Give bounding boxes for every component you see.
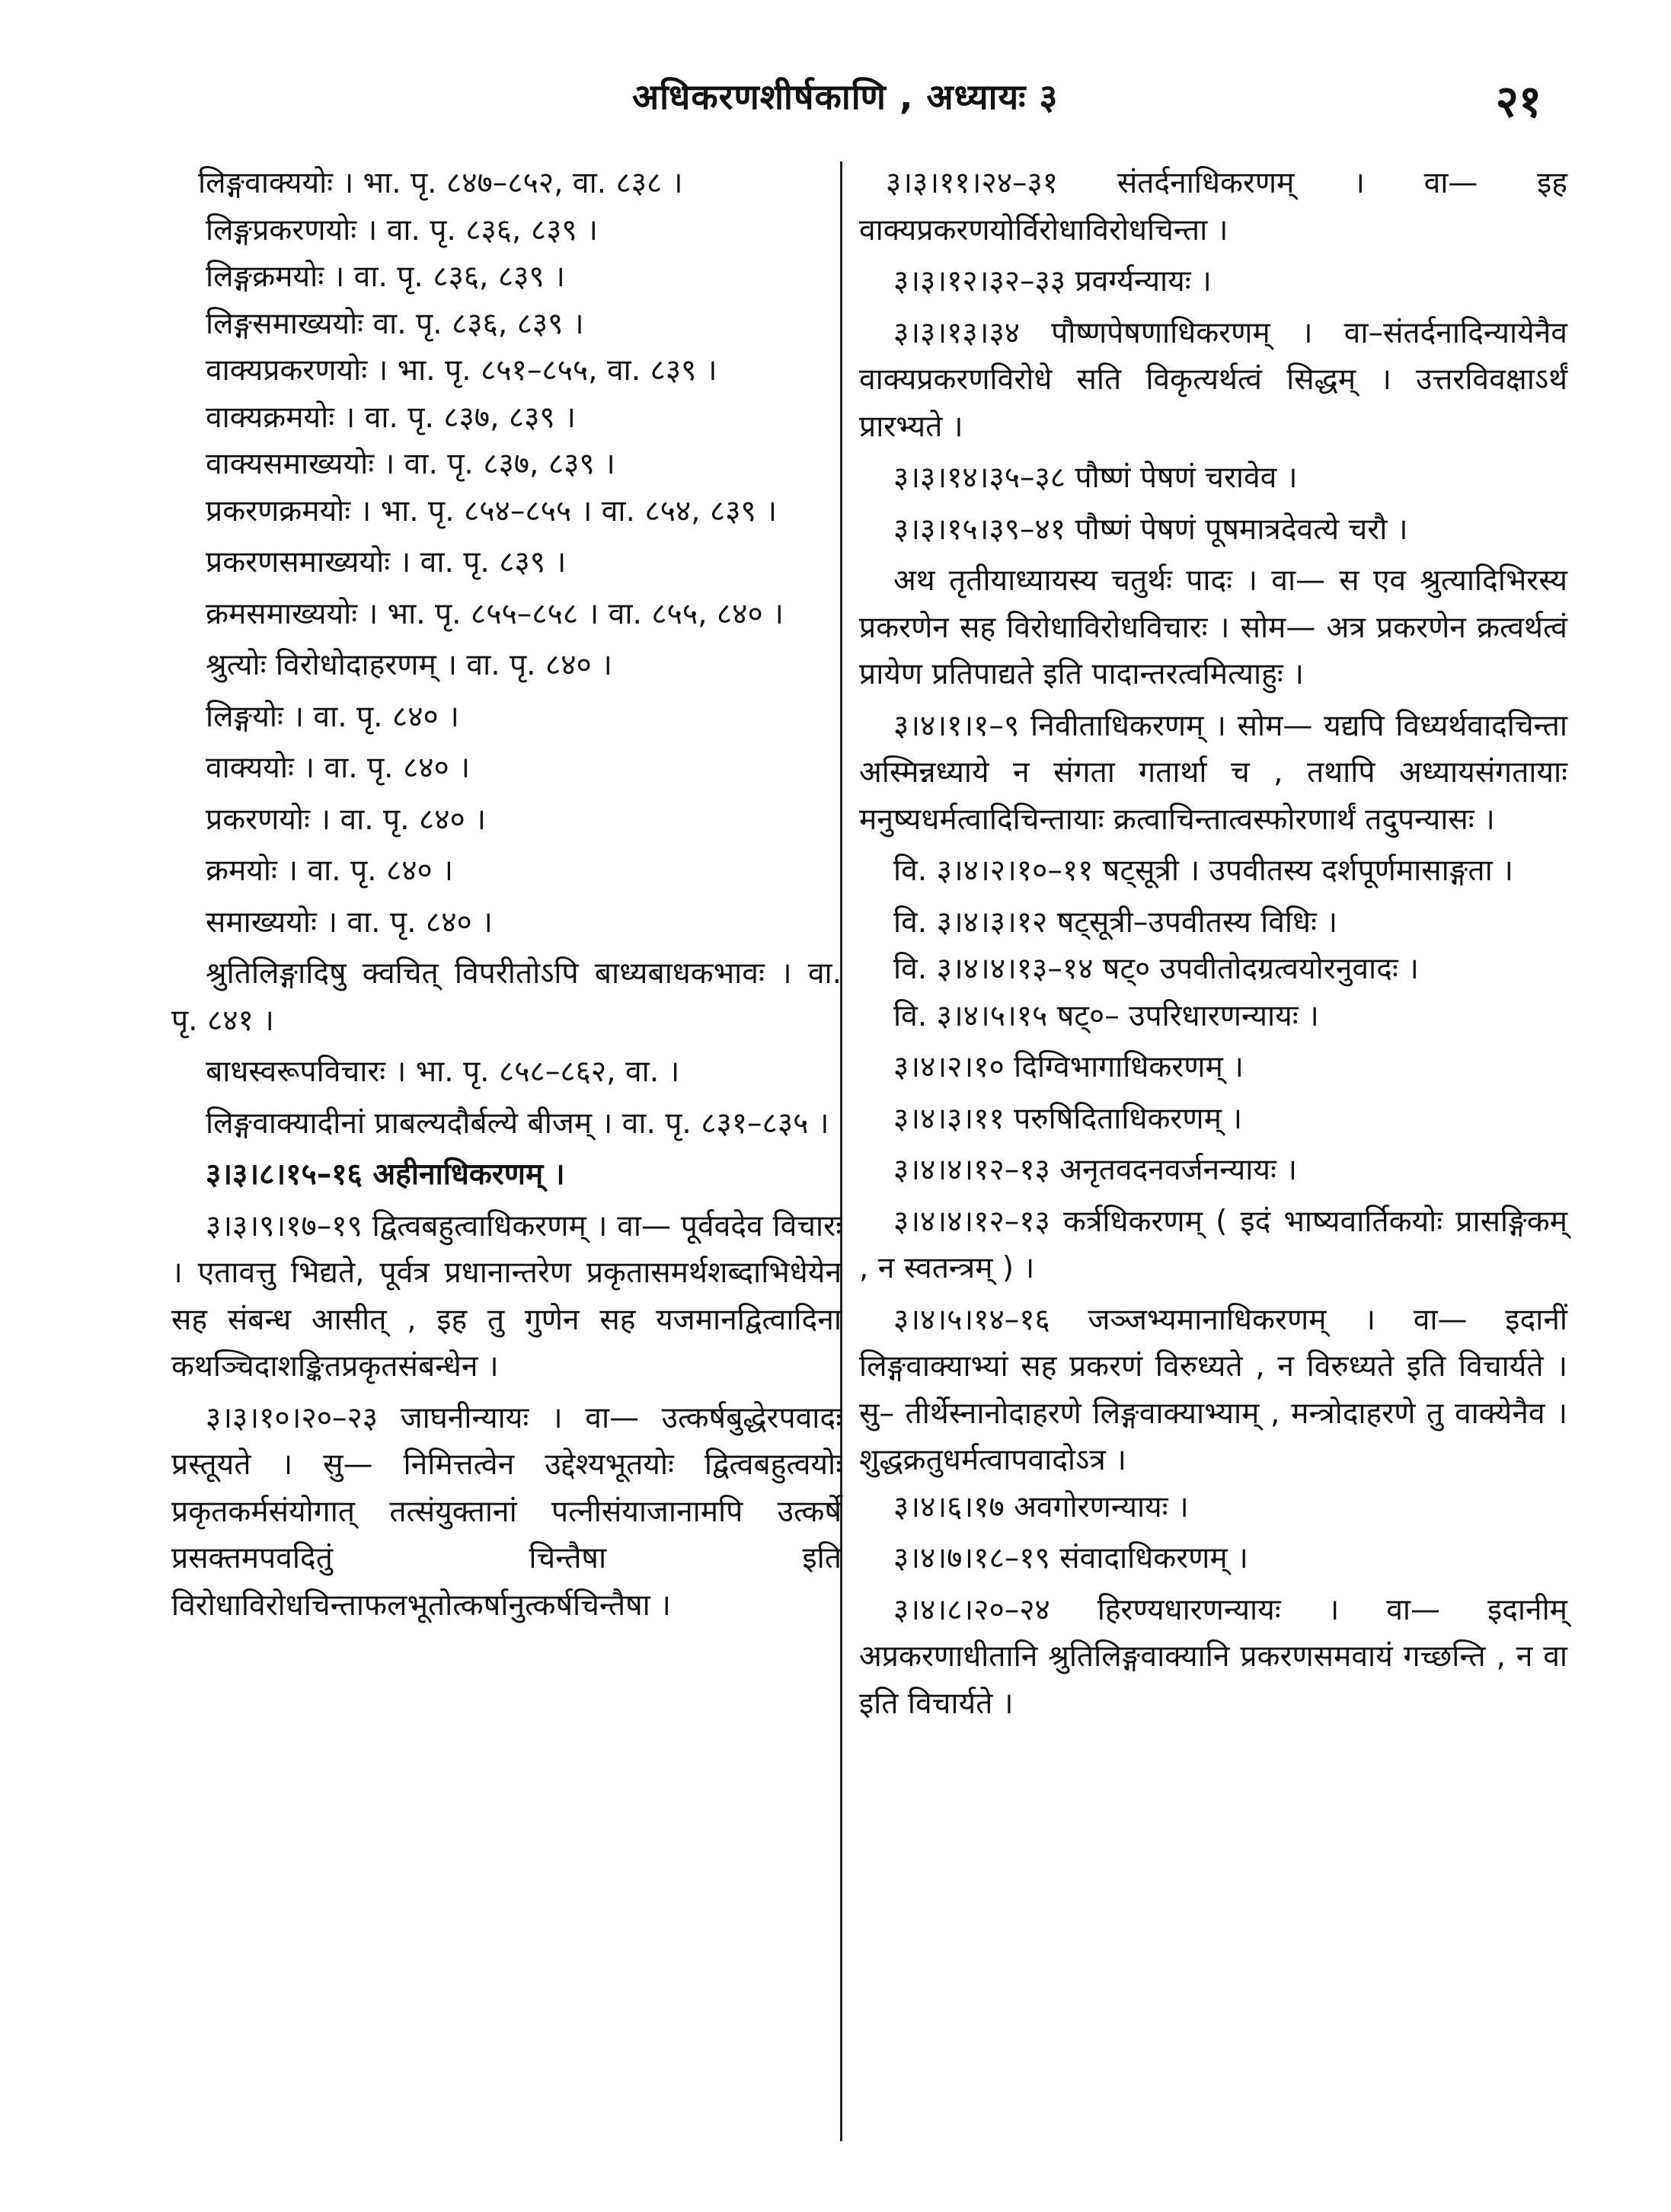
entry-jaghani-nyaya: ३।३।१०।२०–२३ जाघनीन्यायः । वा— उत्कर्षबुद्धेरपवादः प्रस्तूयते । सु— निमित्तत्वेन उद्देश्यभूतयोः द्वित्वबहुत्वयोः प्रकृतकर्मसंयोगात् तत्संयुक्तानां पत्नीसंयाजानामपि उत्कर्षे प्रसक्तमपवदितुं चिन्तैषा इति विरोधाविरोधचिन्ताफलभूतोत्कर्षानुत्कर्षचिन्तैषा । [171, 1400, 842, 1623]
entry-vakya-samakhya: वाक्यसमाख्ययोः । वा. पृ. ८३७, ८३९ । [206, 447, 615, 481]
entry-pravargya: ३।३।१२।३२–३३ प्रवर्ग्यन्यायः । [893, 264, 1212, 298]
entry-paushna-peshana: ३।३।१३।३४ पौष्णपेषणाधिकरणम् । वा–संतर्दनादिन्यायेनैव वाक्यप्रकरणविरोधे सति विकृत्यर्थत्वं सिद्धम् । उत्तरविवक्षाऽर्थं प्रारभ्यते । [859, 315, 1567, 444]
entry-linga-vakya: लिङ्गवाक्ययोः । भा. पृ. ८४७–८५२, वा. ८३८ । [198, 166, 683, 200]
right-column [859, 160, 1567, 2166]
entry-vakya-prakarana: वाक्यप्रकरणयोः । भा. पृ. ८५१–८५५, वा. ८३९ । [206, 353, 717, 388]
entry-shat-anuvada: वि. ३।४।४।१३–१४ षट्० उपवीतोदग्रत्वयोरनुवादः । [893, 952, 1419, 986]
entry-digvibhaga: ३।४।२।१० दिग्विभागाधिकरणम् । [893, 1050, 1244, 1084]
entry-parushidita: ३।४।३।११ परुषिदिताधिकरणम् । [893, 1101, 1243, 1136]
entry-linga-prakarana: लिङ्गप्रकरणयोः । वा. पृ. ८३६, ८३९ । [206, 212, 598, 247]
entry-ahina-adhikarana: ३।३।८।१५–१६ अहीनाधिकरणम् । [206, 1157, 565, 1192]
entry-paushnam-charaveva: ३।३।१४।३५–३८ पौष्णं पेषणं चरावेव । [893, 461, 1298, 495]
entry-viparita-badhya: श्रुतिलिङ्गादिषु क्वचित् विपरीतोऽपि बाध्यबाधकभावः । वा. पृ. ८४१ । [171, 956, 842, 1038]
entry-nivita: ३।४।१।१–९ निवीताधिकरणम् । सोम— यद्यपि विध्यर्थवादचिन्ता अस्मिन्नध्याये न संगता गतार्था च , तथापि अध्यायसंगतायाः मनुष्यधर्मत्वादिचिन्तायाः क्रत्वाचिन्तात्वस्फोरणार्थं तदुपन्यासः । [859, 708, 1567, 837]
entry-prakaranayoh: प्रकरणयोः । वा. पृ. ८४० । [206, 802, 487, 837]
left-column [171, 160, 842, 2166]
entry-samakhyayoh: समाख्ययोः । वा. पृ. ८४० । [206, 905, 493, 940]
entry-shatsutri-upavita: वि. ३।४।२।१०–११ षट्सूत्री । उपवीतस्य दर्शपूर्णमासाङ्गता । [893, 854, 1513, 888]
entry-vakyayoh: वाक्ययोः । वा. पृ. ८४० । [206, 751, 470, 785]
entry-hiranya-dharana: ३।४।८।२०–२४ हिरण्यधारणन्यायः । वा— इदानीम् अप्रकरणाधीतानि श्रुतिलिङ्गवाक्यानि प्रकरणसमवायं गच्छन्ति , न वा इति विचार्यते । [859, 1592, 1567, 1721]
entry-linga-samakhya: लिङ्गसमाख्ययोः वा. पृ. ८३६, ८३९ । [206, 306, 584, 341]
entry-paushnam-pushamatra: ३।३।१५।३९–४१ पौष्णं पेषणं पूषमात्रदेवत्ये चरौ । [893, 512, 1408, 547]
entry-uparidharana: वि. ३।४।५।१५ षट्०– उपरिधारणन्यायः । [893, 998, 1319, 1033]
entry-shruti-virodha: श्रुत्योः विरोधोदाहरणम् । वा. पृ. ८४० । [206, 648, 612, 682]
entry-shatsutri-vidhi: वि. ३।४।३।१२ षट्सूत्री–उपवीतस्य विधिः । [893, 905, 1338, 940]
entry-avagorana: ३।४।६।१७ अवगोरणन्यायः । [893, 1489, 1189, 1524]
entry-lingayoh: लिङ्गयोः । वा. पृ. ८४० । [206, 699, 459, 734]
entry-badha-svarupa: बाधस्वरूपविचारः । भा. पृ. ८५८–८६२, वा. । [206, 1055, 680, 1089]
entry-samvada: ३।४।७।१८–१९ संवादाधिकरणम् । [893, 1541, 1248, 1575]
entry-prabalya-bija: लिङ्गवाक्यादीनां प्राबल्यदौर्बल्ये बीजम् । वा. पृ. ८३१–८३५ । [206, 1106, 829, 1141]
entry-dvitva-bahutva: ३।३।९।१७–१९ द्वित्वबहुत्वाधिकरणम् । वा— पूर्ववदेव विचारः । एतावत्तु भिद्यते, पूर्वत्र प्रधानान्तरेण प्रकृतासमर्थशब्दाभिधेयेन सह संबन्ध आसीत् , इह तु गुणेन सह यजमानद्वित्वादिना कथञ्चिदाशङ्कितप्रकृतसंबन्धेन । [171, 1208, 842, 1384]
entry-prakarana-krama: प्रकरणक्रमयोः । भा. पृ. ८५४–८५५ । वा. ८५४, ८३९ । [206, 493, 777, 528]
page-header [206, 72, 1542, 141]
entry-prakarana-samakhya: प्रकरणसमाख्ययोः । वा. पृ. ८३९ । [206, 545, 567, 579]
entry-anrita-vadana: ३।४।४।१२–१३ अनृतवदनवर्जनन्यायः । [893, 1153, 1298, 1187]
running-title: अधिकरणशीर्षकाणि , अध्यायः ३ [632, 76, 1059, 117]
entry-linga-krama: लिङ्गक्रमयोः । वा. पृ. ८३६, ८३९ । [206, 260, 565, 294]
entry-krama-samakhya: क्रमसमाख्ययोः । भा. पृ. ८५५–८५८ । वा. ८५५, ८४० । [206, 596, 784, 631]
entry-kramayoh: क्रमयोः । वा. पृ. ८४० । [206, 854, 453, 888]
page-number: २१ [1495, 75, 1542, 127]
entry-chaturtha-pada: अथ तृतीयाध्यायस्य चतुर्थः पादः । वा— स एव श्रुत्यादिभिरस्य प्रकरणेन सह विरोधाविरोधविचारः । सोम— अत्र प्रकरणेन क्रत्वर्थत्वं प्रायेण प्रतिपाद्यते इति पादान्तरत्वमित्याहुः । [859, 563, 1567, 691]
entry-santardana: ३।३।११।२४–३१ संतर्दनाधिकरणम् । वा— इह वाक्यप्रकरणयोर्विरोधाविरोधचिन्ता । [859, 166, 1567, 247]
entry-kartri-adhikarana: ३।४।४।१२–१३ कर्त्रधिकरणम् ( इदं भाष्यवार्तिकयोः प्रासङ्गिकम् , न स्वतन्त्रम् ) । [859, 1204, 1567, 1285]
entry-jañjabhyamana: ३।४।५।१४–१६ जञ्जभ्यमानाधिकरणम् । वा— इदानीं लिङ्गवाक्याभ्यां सह प्रकरणं विरुध्यते , न विरुध्यते इति विचार्यते । सु– तीर्थेस्नानोदाहरणे लिङ्गवाक्याभ्याम् , मन्त्रोदाहरणे तु वाक्येनैव । शुद्धक्रतुधर्मत्वापवादोऽत्र । [859, 1302, 1567, 1477]
entry-vakya-krama: वाक्यक्रमयोः । वा. पृ. ८३७, ८३९ । [206, 400, 576, 435]
